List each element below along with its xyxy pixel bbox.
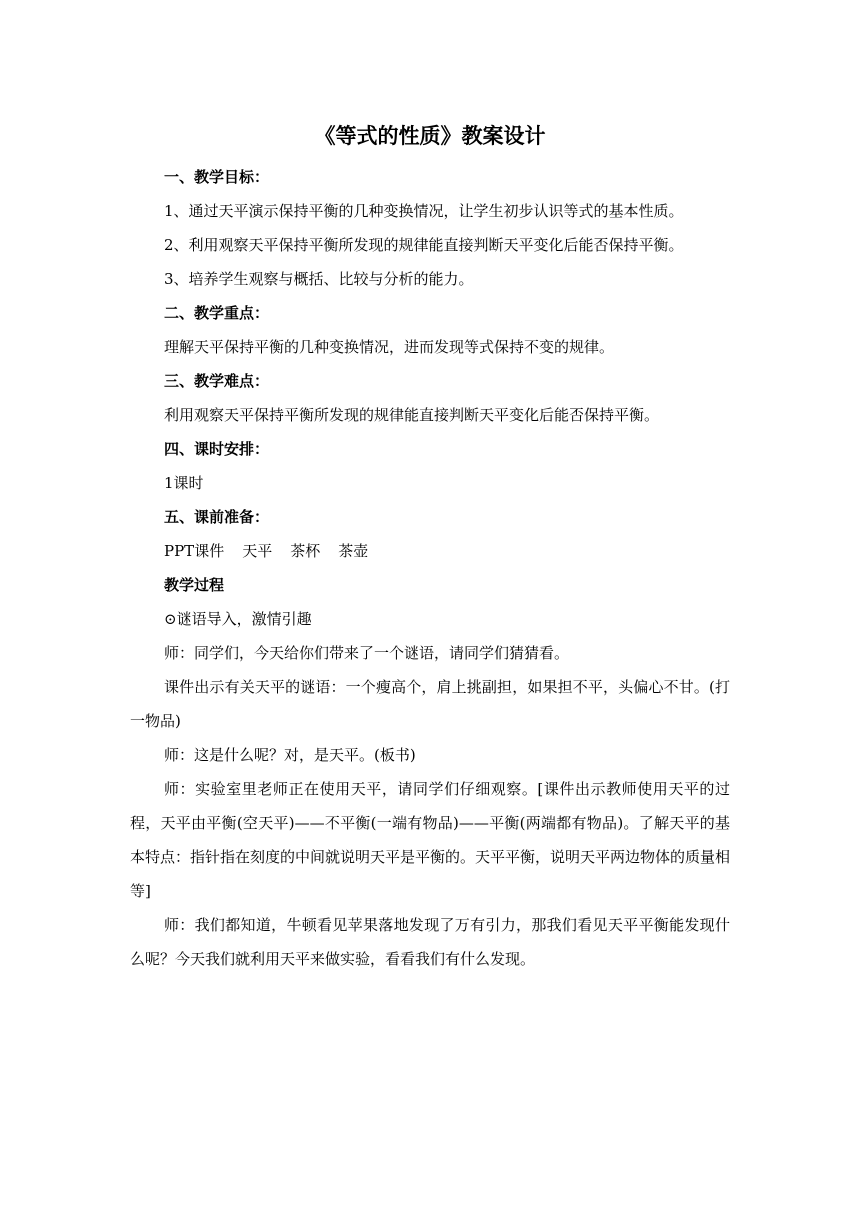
goals-heading: 一、教学目标： [164, 168, 270, 186]
process-paragraph-2: 课件出示有关天平的谜语：一个瘦高个，肩上挑副担，如果担不平，头偏心不甘。(打一物品) [130, 678, 730, 730]
goal-item-1: 1、通过天平演示保持平衡的几种变换情况，让学生初步认识等式的基本性质。 [164, 202, 684, 220]
key-points-heading: 二、教学重点： [164, 304, 270, 322]
process-paragraph-3: 师：这是什么呢？对，是天平。(板书) [164, 746, 416, 764]
process-subheading: ⊙谜语导入，激情引趣 [164, 610, 312, 628]
process-paragraph-5: 师：我们都知道，牛顿看见苹果落地发现了万有引力，那我们看见天平平衡能发现什么呢？今天我们就利用天平来做实验，看看我们有什么发现。 [130, 916, 730, 968]
process-paragraph-1: 师：同学们，今天给你们带来了一个谜语，请同学们猜猜看。 [164, 644, 570, 662]
process-paragraph-4: 师：实验室里老师正在使用天平，请同学们仔细观察。[课件出示教师使用天平的过程，天平由平衡(空天平)——不平衡(一端有物品)——平衡(两端都有物品)。了解天平的基本特点：指针指在刻度的中间就说明天平是平衡的。天平平衡，说明天平两边物体的质量相等] [130, 780, 731, 900]
preparation-item: PPT课件 [164, 542, 225, 560]
goal-item-2: 2、利用观察天平保持平衡所发现的规律能直接判断天平变化后能否保持平衡。 [164, 236, 684, 254]
schedule-text: 1课时 [164, 474, 204, 492]
preparation-item: 天平 [242, 542, 273, 560]
preparation-heading: 五、课前准备： [164, 508, 270, 526]
key-points-text: 理解天平保持平衡的几种变换情况，进而发现等式保持不变的规律。 [164, 338, 615, 356]
difficulties-heading: 三、教学难点： [164, 372, 270, 390]
schedule-heading: 四、课时安排： [164, 440, 270, 458]
difficulties-text: 利用观察天平保持平衡所发现的规律能直接判断天平变化后能否保持平衡。 [164, 406, 660, 424]
document-body [130, 118, 730, 976]
process-heading: 教学过程 [164, 576, 225, 594]
preparation-item: 茶壶 [338, 542, 369, 560]
document-title: 《等式的性质》教案设计 [314, 123, 546, 148]
preparation-item: 茶杯 [290, 542, 321, 560]
preparation-list [130, 534, 730, 568]
goal-item-3: 3、培养学生观察与概括、比较与分析的能力。 [164, 270, 474, 288]
